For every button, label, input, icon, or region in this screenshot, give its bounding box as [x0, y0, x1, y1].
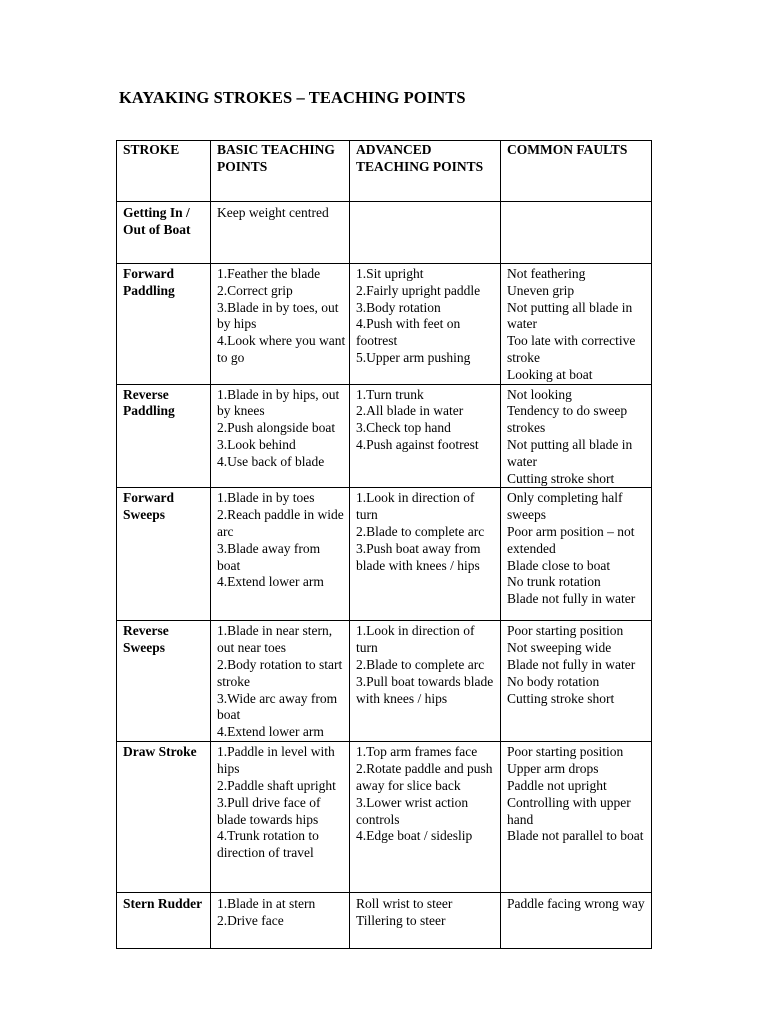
fault-item: Only completing half sweeps: [507, 490, 623, 523]
basic-points-cell: [211, 384, 350, 488]
advanced-points-cell: [350, 384, 501, 488]
teaching-point: 4.Extend lower arm: [217, 574, 324, 590]
teaching-point: 4.Extend lower arm: [217, 724, 324, 740]
stroke-cell: [117, 264, 211, 385]
fault-item: No trunk rotation: [507, 574, 601, 590]
teaching-point: 3.Pull drive face of blade towards hips: [217, 794, 321, 827]
teaching-point: 1.Top arm frames face: [356, 744, 478, 760]
basic-points-cell: [211, 621, 350, 742]
teaching-point: 3.Check top hand: [356, 420, 451, 436]
teaching-point: 4.Edge boat / sideslip: [356, 828, 473, 844]
fault-item: Blade not fully in water: [507, 656, 636, 672]
table-row: [117, 488, 652, 621]
stroke-name: Draw Stroke: [123, 744, 197, 760]
fault-item: Poor starting position: [507, 744, 624, 760]
teaching-point: 3.Lower wrist action controls: [356, 794, 469, 827]
advanced-points-cell: [350, 488, 501, 621]
stroke-cell: [117, 384, 211, 488]
stroke-name: Forward Sweeps: [123, 490, 174, 523]
stroke-cell: [117, 621, 211, 742]
teaching-points-table: [116, 140, 652, 949]
teaching-point: Roll wrist to steer: [356, 896, 453, 912]
teaching-point: 2.Body rotation to start stroke: [217, 656, 343, 689]
fault-item: Paddle not upright: [507, 777, 607, 793]
common-faults-cell: [501, 742, 652, 893]
stroke-name: Getting In / Out of Boat: [123, 205, 191, 237]
teaching-point: 1.Sit upright: [356, 266, 424, 281]
basic-points-cell: [211, 202, 350, 264]
fault-item: Poor starting position: [507, 623, 624, 639]
advanced-points-cell: [350, 264, 501, 385]
fault-item: Blade not fully in water: [507, 591, 636, 607]
teaching-point: 2.Drive face: [217, 913, 284, 929]
teaching-point: 2.All blade in water: [356, 403, 464, 419]
teaching-point: 2.Fairly upright paddle: [356, 282, 481, 298]
stroke-name: Reverse Paddling: [123, 386, 175, 419]
common-faults-cell: [501, 621, 652, 742]
fault-item: Looking at boat: [507, 366, 593, 382]
common-faults-cell: [501, 893, 652, 949]
teaching-point: 3.Wide arc away from boat: [217, 690, 338, 723]
fault-item: Too late with corrective stroke: [507, 333, 636, 365]
teaching-point: 2.Correct grip: [217, 282, 293, 298]
fault-item: Cutting stroke short: [507, 470, 615, 486]
fault-item: Not looking: [507, 386, 572, 402]
stroke-name: Reverse Sweeps: [123, 623, 169, 656]
teaching-point: 3.Body rotation: [356, 299, 441, 315]
table-header-row: [117, 141, 652, 202]
teaching-point: 2.Reach paddle in wide arc: [217, 507, 344, 539]
teaching-point: 3.Blade away from boat: [217, 540, 321, 573]
fault-item: No body rotation: [507, 673, 600, 689]
fault-item: Tendency to do sweep strokes: [507, 403, 628, 436]
fault-item: Not putting all blade in water: [507, 299, 633, 332]
basic-points-cell: [211, 893, 350, 949]
teaching-point: 1.Look in direction of turn: [356, 490, 475, 523]
common-faults-cell: [501, 264, 652, 385]
fault-item: Not putting all blade in water: [507, 436, 633, 469]
page-title: KAYAKING STROKES – TEACHING POINTS: [119, 88, 466, 107]
teaching-point: Keep weight centred: [217, 205, 329, 220]
fault-item: Uneven grip: [507, 282, 575, 298]
teaching-point: 2.Paddle shaft upright: [217, 777, 336, 793]
teaching-point: 3.Look behind: [217, 436, 296, 452]
teaching-point: 4.Trunk rotation to direction of travel: [217, 828, 319, 861]
table-row: [117, 742, 652, 893]
common-faults-cell: [501, 202, 652, 264]
stroke-cell: [117, 742, 211, 893]
basic-points-cell: [211, 488, 350, 621]
teaching-point: 4.Push with feet on footrest: [356, 316, 461, 349]
stroke-name: Forward Paddling: [123, 266, 175, 298]
teaching-point: 3.Blade in by toes, out by hips: [217, 299, 339, 332]
teaching-point: 4.Look where you want to go: [217, 333, 346, 365]
teaching-point: 1.Blade in by toes: [217, 490, 315, 506]
basic-points-cell: [211, 742, 350, 893]
teaching-point: 1.Look in direction of turn: [356, 623, 475, 656]
table-row: [117, 202, 652, 264]
stroke-cell: [117, 893, 211, 949]
fault-item: Cutting stroke short: [507, 690, 615, 706]
header-advanced: ADVANCED TEACHING POINTS: [350, 141, 501, 202]
stroke-cell: [117, 202, 211, 264]
fault-item: Not feathering: [507, 266, 586, 281]
teaching-point: 1.Blade in at stern: [217, 896, 316, 912]
fault-item: Poor arm position – not extended: [507, 523, 635, 556]
header-faults: COMMON FAULTS: [501, 141, 652, 202]
teaching-point: 2.Blade to complete arc: [356, 656, 485, 672]
teaching-point: 1.Blade in by hips, out by knees: [217, 386, 340, 419]
table-row: [117, 264, 652, 385]
fault-item: Controlling with upper hand: [507, 794, 631, 827]
fault-item: Blade close to boat: [507, 557, 611, 573]
stroke-name: Stern Rudder: [123, 896, 203, 912]
advanced-points-cell: [350, 893, 501, 949]
fault-item: Upper arm drops: [507, 761, 599, 777]
teaching-point: 2.Blade to complete arc: [356, 523, 485, 539]
teaching-point: 1.Turn trunk: [356, 386, 424, 402]
teaching-point: 5.Upper arm pushing: [356, 349, 471, 365]
advanced-points-cell: [350, 742, 501, 893]
advanced-points-cell: [350, 621, 501, 742]
teaching-point: 2.Rotate paddle and push away for slice back: [356, 761, 493, 793]
teaching-point: 2.Push alongside boat: [217, 420, 336, 436]
basic-points-cell: [211, 264, 350, 385]
header-stroke: STROKE: [117, 141, 211, 202]
common-faults-cell: [501, 384, 652, 488]
fault-item: Blade not parallel to boat: [507, 828, 644, 844]
table-row: [117, 893, 652, 949]
advanced-points-cell: [350, 202, 501, 264]
teaching-point: 3.Push boat away from blade with knees / hips: [356, 540, 481, 573]
teaching-point: 4.Push against footrest: [356, 436, 479, 452]
teaching-point: Tillering to steer: [356, 913, 446, 929]
teaching-point: 1.Feather the blade: [217, 266, 321, 281]
teaching-point: 1.Blade in near stern, out near toes: [217, 623, 333, 656]
fault-item: Not sweeping wide: [507, 640, 612, 656]
teaching-point: 3.Pull boat towards blade with knees / hips: [356, 673, 494, 706]
stroke-cell: [117, 488, 211, 621]
teaching-point: 4.Use back of blade: [217, 453, 325, 469]
fault-item: Paddle facing wrong way: [507, 896, 645, 912]
teaching-point: 1.Paddle in level with hips: [217, 744, 335, 777]
header-basic: BASIC TEACHING POINTS: [211, 141, 350, 202]
common-faults-cell: [501, 488, 652, 621]
table-row: [117, 621, 652, 742]
table-row: [117, 384, 652, 488]
